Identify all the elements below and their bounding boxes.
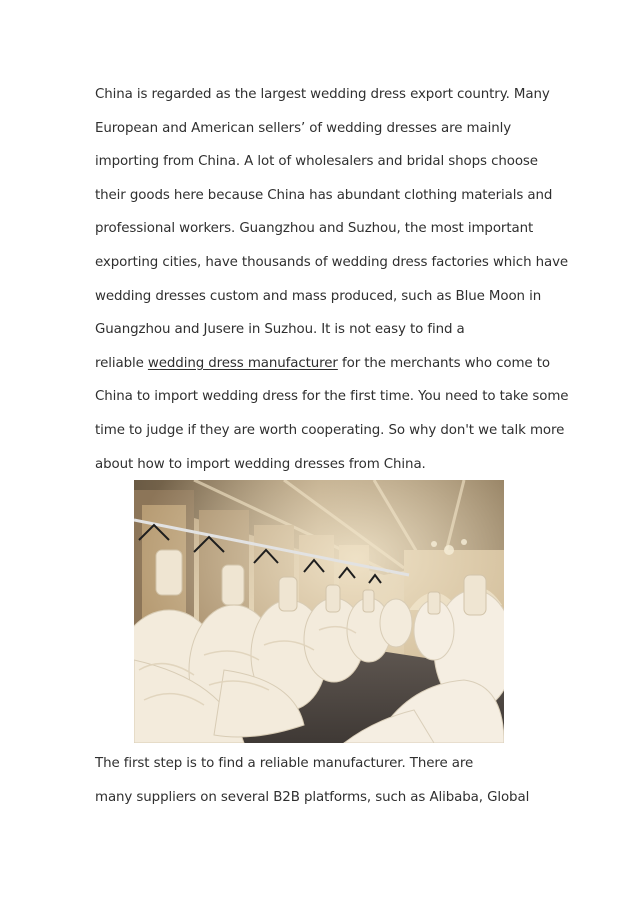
text-line: many suppliers on several B2B platforms, such as Alibaba, Global bbox=[95, 789, 530, 805]
text-line: China to import wedding dress for the first time. You need to take some bbox=[95, 389, 569, 405]
text-line-with-link bbox=[95, 347, 565, 381]
text-line: about how to import wedding dresses from China. bbox=[95, 456, 426, 472]
intro-paragraph bbox=[95, 78, 569, 481]
text-fragment: reliable bbox=[95, 355, 148, 371]
text-line: importing from China. A lot of wholesalers and bridal shops choose bbox=[95, 154, 538, 170]
text-line: professional workers. Guangzhou and Suzhou, the most important bbox=[95, 221, 534, 237]
text-line: wedding dresses custom and mass produced, such as Blue Moon in bbox=[95, 288, 542, 304]
text-line: European and American sellers’ of wedding dresses are mainly bbox=[95, 120, 512, 136]
first-step-paragraph bbox=[95, 747, 565, 814]
wedding-dress-showroom-photo bbox=[134, 480, 504, 743]
text-line: their goods here because China has abundant clothing materials and bbox=[95, 187, 553, 203]
text-line: The first step is to find a reliable manufacturer. There are bbox=[95, 756, 474, 771]
text-line: time to judge if they are worth cooperating. So why don't we talk more bbox=[95, 422, 565, 438]
text-line: China is regarded as the largest wedding dress export country. Many bbox=[95, 87, 550, 102]
wedding-dress-manufacturer-link[interactable]: wedding dress manufacturer bbox=[147, 355, 338, 371]
text-line: Guangzhou and Jusere in Suzhou. It is not easy to find a bbox=[95, 322, 465, 338]
text-fragment: for the merchants who come to bbox=[337, 355, 550, 371]
text-line: exporting cities, have thousands of wedding dress factories which have bbox=[95, 254, 569, 270]
